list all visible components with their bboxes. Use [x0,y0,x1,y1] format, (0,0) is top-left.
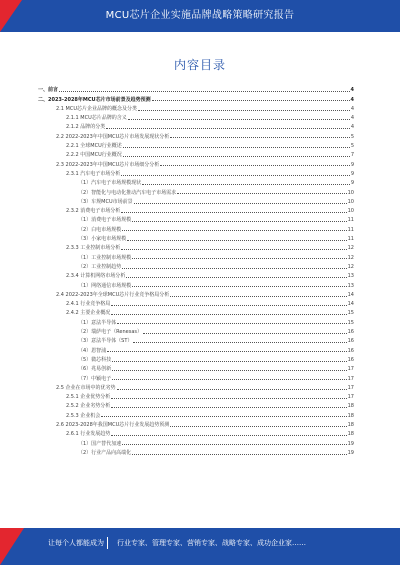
toc-dot-leader [132,221,346,222]
toc-page-number: 4 [350,105,354,112]
toc-entry-text: 2.6.1 行业发展趋势 [66,431,111,438]
toc-entry-text: （1）意法半导体 [78,319,117,326]
toc-entry[interactable] [38,223,354,232]
toc-entry[interactable] [38,186,354,195]
toc-entry[interactable] [38,372,354,381]
toc-entry-text: （2）白电市场规模 [78,226,122,233]
toc-entry[interactable] [38,279,354,288]
toc-dot-leader [127,240,346,241]
toc-dot-leader [121,249,346,250]
footer-divider [107,537,108,549]
toc-dot-leader [122,444,346,445]
toc-page-number: 11 [347,236,354,243]
toc-page-number: 17 [347,394,354,401]
toc-dot-leader [111,407,346,408]
toc-page-number: 11 [347,217,354,224]
toc-entry-text: 2.3.4 计算机网络市场分析 [66,273,126,280]
toc-page-number: 4 [350,87,354,94]
toc-entry[interactable] [38,270,354,279]
toc-page-number: 10 [347,198,354,205]
toc-entry[interactable] [38,93,354,102]
toc-entry[interactable] [38,140,354,149]
toc-dot-leader [111,314,346,315]
toc-page-number: 18 [347,421,354,428]
toc-entry[interactable] [38,354,354,363]
toc-dot-leader [107,351,346,352]
toc-entry-text: 2.2.2 中国MCU行业概况 [66,152,122,159]
toc-page-number: 19 [347,440,354,447]
toc-entry[interactable] [38,447,354,456]
toc-page-number: 17 [347,375,354,382]
toc-dot-leader [133,342,346,343]
toc-entry[interactable] [38,316,354,325]
toc-entry-text: （3）车规MCU市场前景 [78,198,133,205]
table-of-contents [38,84,354,456]
toc-dot-leader [112,361,346,362]
toc-entry-text: 2.3.3 工业控制市场分析 [66,245,121,252]
toc-dot-leader [132,286,346,287]
toc-entry-text: （3）意法半导体（ST） [78,338,133,345]
toc-dot-leader [112,379,346,380]
toc-dot-leader [117,323,346,324]
toc-entry[interactable] [38,400,354,409]
toc-dot-leader [111,398,346,399]
toc-page-number: 17 [347,384,354,391]
toc-page-number: 16 [347,329,354,336]
toc-entry[interactable] [38,409,354,418]
toc-page-number: 15 [347,310,354,317]
toc-entry-text: （1）网络通信市场规模 [78,282,132,289]
footer-red-accent [0,528,24,565]
toc-page-number: 16 [347,338,354,345]
document-title: MCU芯片企业实施品牌战略策略研究报告 [105,10,295,21]
toc-dot-leader [138,110,350,111]
toc-dot-leader [122,230,346,231]
toc-entry[interactable] [38,158,354,167]
toc-entry-text: （5）微芯科技 [78,356,112,363]
toc-page-number: 10 [347,208,354,215]
toc-dot-leader [121,212,346,213]
toc-entry[interactable] [38,177,354,186]
toc-dot-leader [152,100,350,101]
toc-entry[interactable] [38,437,354,446]
toc-page-number: 11 [347,226,354,233]
toc-entry[interactable] [38,335,354,344]
toc-page-number: 7 [350,152,354,159]
toc-entry-text: 2.1 MCU芯片企业品牌的概念及分类 [56,105,138,112]
toc-entry-text: 一、前言 [38,87,59,94]
toc-entry[interactable] [38,326,354,335]
toc-entry-text: 2.5.2 企业劣势分析 [66,403,111,410]
toc-entry[interactable] [38,205,354,214]
toc-entry[interactable] [38,242,354,251]
toc-page-number: 13 [347,282,354,289]
toc-dot-leader [142,184,350,185]
toc-dot-leader [101,416,346,417]
toc-dot-leader [121,175,350,176]
toc-entry[interactable] [38,121,354,130]
toc-dot-leader [111,305,346,306]
toc-entry[interactable] [38,112,354,121]
toc-page-number: 13 [347,273,354,280]
toc-entry[interactable] [38,149,354,158]
toc-entry[interactable] [38,289,354,298]
toc-heading: 内容目录 [173,58,226,72]
toc-entry-text: （1）工业控制市场规模 [78,254,132,261]
toc-dot-leader [126,277,346,278]
toc-dot-leader [123,147,350,148]
toc-entry[interactable] [38,196,354,205]
toc-entry-text: （2）工业控制趋势 [78,263,122,270]
toc-dot-leader [117,389,347,390]
toc-page-number: 12 [347,245,354,252]
toc-dot-leader [132,454,346,455]
toc-page-number: 16 [347,347,354,354]
footer-roles: 行业专家、管理专家、营销专家、战略专家、成功企业家…… [117,539,306,547]
toc-entry-text: 2.5 企业在市场中的优劣势 [56,384,116,391]
toc-page-number: 12 [347,263,354,270]
toc-dot-leader [112,370,346,371]
toc-entry[interactable] [38,168,354,177]
toc-page-number: 18 [347,403,354,410]
toc-entry-text: 2.4.1 行业竞争格局 [66,301,111,308]
toc-dot-leader [143,333,347,334]
toc-entry-text: 2.2 2022-2023年中国MCU芯片市场发展现状分析 [56,133,170,140]
toc-page-number: 4 [350,124,354,131]
toc-entry-text: （3）小家电市场规模 [78,236,127,243]
toc-entry[interactable] [38,363,354,372]
toc-page-number: 18 [347,431,354,438]
toc-page-number: 12 [347,254,354,261]
toc-dot-leader [170,426,346,427]
toc-page-number: 4 [350,115,354,122]
toc-entry-text: （1）国产替代加速 [78,440,122,447]
toc-page-number: 18 [347,412,354,419]
toc-entry-text: 2.1.2 品牌的分类 [66,124,106,131]
toc-entry-text: 2.4.2 主要企业概况 [66,310,111,317]
toc-entry-text: 2.5.1 企业优势分析 [66,394,111,401]
toc-entry[interactable] [38,233,354,242]
toc-dot-leader [170,296,346,297]
toc-entry-text: （1）消费电子市场规模 [78,217,132,224]
toc-dot-leader [170,137,350,138]
toc-entry-text: 2.5.3 企业机会 [66,412,101,419]
toc-entry-text: 二、2023-2028年MCU芯片市场前景及趋势预测 [38,96,151,103]
toc-entry[interactable] [38,261,354,270]
toc-entry[interactable] [38,103,354,112]
toc-entry-text: 2.6 2023-2028年我国MCU芯片行业发展趋势预测 [56,421,170,428]
toc-page-number: 9 [350,180,354,187]
toc-dot-leader [123,156,350,157]
toc-dot-leader [59,91,350,92]
toc-entry-text: （4）恩智浦 [78,347,107,354]
toc-dot-leader [134,203,347,204]
toc-page-number: 16 [347,356,354,363]
toc-entry-text: （2）瑞萨电子（Renesas） [78,329,143,336]
toc-dot-leader [132,258,346,259]
toc-entry[interactable] [38,298,354,307]
toc-entry[interactable] [38,344,354,353]
toc-entry[interactable] [38,428,354,437]
toc-entry-text: （1）汽车电子市场规模现状 [78,180,142,187]
toc-page-number: 19 [347,449,354,456]
toc-entry[interactable] [38,419,354,428]
toc-page-number: 9 [350,170,354,177]
toc-entry-text: （6）兆易创新 [78,366,112,373]
toc-page-number: 4 [350,96,354,103]
toc-entry[interactable] [38,130,354,139]
toc-entry[interactable] [38,307,354,316]
toc-dot-leader [111,435,346,436]
toc-entry-text: 2.3.2 消费电子市场分析 [66,208,121,215]
toc-entry-text: 2.1.1 MCU芯片品牌的含义 [66,115,127,122]
toc-entry-text: （2）智能化与电动化推动汽车电子市场需求 [78,189,177,196]
toc-entry[interactable] [38,382,354,391]
toc-entry-text: （7）中颖电子 [78,375,112,382]
toc-page-number: 14 [347,291,354,298]
toc-dot-leader [160,165,350,166]
toc-entry-text: （2）行业产品向高端化 [78,449,132,456]
toc-page-number: 17 [347,366,354,373]
toc-entry-text: 2.4 2022-2023年全球MCU芯片行业竞争格局分析 [56,291,170,298]
toc-page-number: 14 [347,301,354,308]
toc-dot-leader [177,193,346,194]
footer-slogan: 让每个人都能成为 [48,539,104,547]
toc-entry[interactable] [38,251,354,260]
toc-dot-leader [106,128,350,129]
toc-page-number: 15 [347,319,354,326]
toc-page-number: 5 [350,143,354,150]
toc-page-number: 5 [350,133,354,140]
toc-dot-leader [122,268,346,269]
toc-entry[interactable] [38,391,354,400]
toc-entry-text: 2.2.1 全球MCU行业概述 [66,143,122,150]
toc-entry[interactable] [38,84,354,93]
toc-entry[interactable] [38,214,354,223]
toc-page-number: 9 [350,161,354,168]
toc-page-number: 10 [347,189,354,196]
toc-entry-text: 2.3 2022-2023年中国MCU芯片市场细分分析 [56,161,160,168]
toc-dot-leader [128,119,350,120]
toc-entry-text: 2.3.1 汽车电子市场分析 [66,170,121,177]
